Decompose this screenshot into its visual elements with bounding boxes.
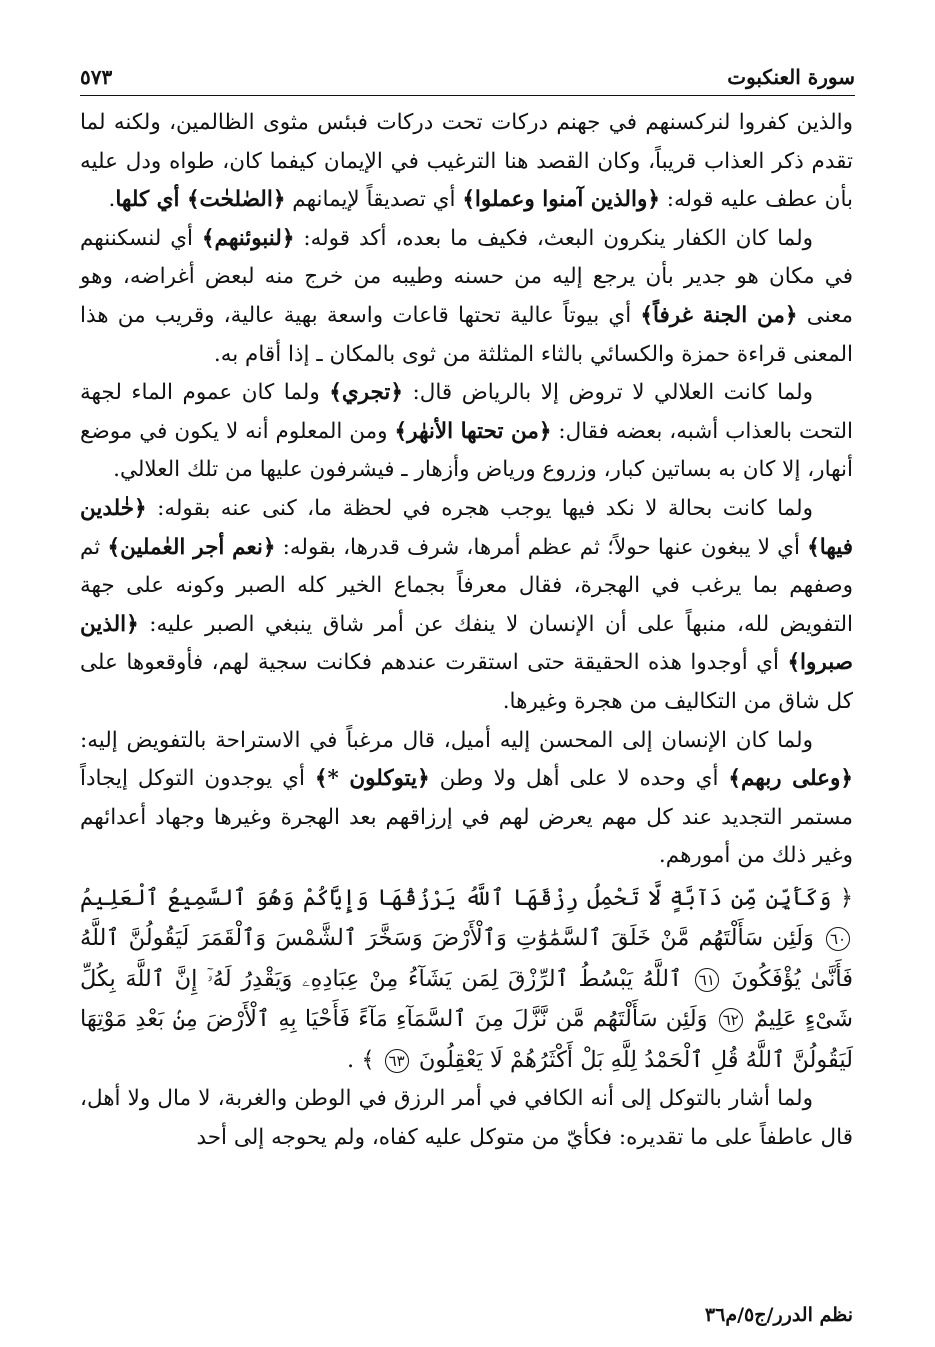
- paragraph: [80, 722, 853, 876]
- quoted-phrase: ﴿يتوكلون *﴾: [314, 766, 430, 792]
- text-run: ولما كانت بحالة لا نكد فيها يوجب هجره في لحظة ما، كنى عنه بقوله:: [146, 495, 813, 521]
- verse-number-marker: ٦٢: [719, 1008, 743, 1032]
- verse-number-marker: ٦٣: [385, 1049, 409, 1073]
- text-run: ولما كان عموم الماء لجهة التحت بالعذاب أشبه، بعضه فقال:: [80, 380, 853, 444]
- text-run: ثم وصفهم بما يرغب في الهجرة، فقال معرفاً بجماع الخير كله الصبر وكونه على جهة التفويض لله، منبهاً على أن الإنسان لا ينفك عن أمر شاق ينبغي الصبر عليه:: [80, 534, 853, 637]
- quran-verse: وَكَأَيِّن مِّن دَآبَّةٍ لَّا تَحْمِلُ رِزْقَهَا ٱللَّهُ يَرْزُقُهَا وَإِيَّاكُمْ وَهُوَ ٱلسَّمِيعُ ٱلْعَلِيمُ: [80, 884, 832, 911]
- paragraph: [80, 104, 853, 220]
- text-run: أي بيوتاً عالية تحتها قاعات واسعة بهية عالية، وقريب من هذا المعنى قراءة حمزة والكسائي بالثاء المثلثة من ثوى بالمكان ـ إذا أقام به.: [80, 302, 853, 367]
- text-run: أي لنسكننهم في مكان هو جدير بأن يرجع إليه من حسنه وطيبه من خرج منه لبعض أغراضه، وهو معنى: [80, 225, 853, 328]
- quran-open-bracket: ﴿: [839, 884, 853, 911]
- footer-signature: نظم الدرر/ج٥/م٣٦: [704, 1304, 853, 1326]
- text-run: ولما كان الإنسان إلى المحسن إليه أميل، قال مرغباً في الاستراحة بالتفويض إليه:: [80, 727, 813, 753]
- text-run: ولما كان الكفار ينكرون البعث، فكيف ما بعده، أكد قوله:: [294, 225, 813, 251]
- text-run: ومن المعلوم أنه لا يكون في موضع أنهار، إلا كان به بساتين كبار، وزروع ورياض وأزهار ـ فيشرفون عليها من تلك العلالي.: [80, 418, 853, 483]
- quoted-phrase: ﴿الصٰلحٰت﴾ أي كلها: [115, 187, 286, 213]
- quran-end-mark: .: [347, 1046, 355, 1073]
- main-text: [80, 104, 853, 1158]
- text-run: أي لا يبغون عنها حولاً؛ ثم عظم أمرها، شرف قدرها، بقوله:: [275, 534, 808, 560]
- quran-verse: وَلَئِن سَأَلْتَهُم مَّن نَّزَّلَ مِنَ ٱلسَّمَآءِ مَآءً فَأَحْيَا بِهِ ٱلْأَرْضَ مِنۢ بَعْدِ مَوْتِهَا لَيَقُولُنَّ ٱللَّهُ قُلِ ٱلْحَمْدُ لِلَّهِ بَلْ أَكْثَرُهُمْ لَا يَعْقِلُونَ: [80, 1006, 853, 1073]
- verse-number-marker: ٦١: [695, 968, 719, 992]
- page-number: ٥٧٣: [80, 65, 113, 89]
- quoted-phrase: ﴿لنبوئنهم﴾: [201, 225, 295, 251]
- surah-title: سورة العنكبوت: [727, 65, 855, 89]
- paragraph: [80, 374, 853, 490]
- text-run: أي تصديقاً لإيمانهم: [285, 187, 463, 213]
- verse-number-marker: ٦٠: [826, 927, 850, 951]
- quran-close-bracket: ﴾: [361, 1046, 375, 1073]
- quoted-phrase: ﴿من تحتها الأنهٰر﴾: [394, 418, 552, 444]
- text-run: أي وحده لا على أهل ولا وطن: [429, 766, 729, 792]
- quoted-phrase: ﴿من الجنة غرفاً﴾: [640, 302, 798, 328]
- paragraph: [80, 220, 853, 374]
- quoted-phrase: ﴿والذين آمنوا وعملوا﴾: [462, 187, 660, 213]
- text-run: .: [108, 187, 116, 213]
- quran-verse: وَلَئِن سَأَلْتَهُم مَّنْ خَلَقَ ٱلسَّمَٰوَٰتِ وَٱلْأَرْضَ وَسَخَّرَ ٱلشَّمْسَ وَٱلْقَمَرَ لَيَقُولُنَّ ٱللَّهُ فَأَنَّىٰ يُؤْفَكُونَ: [80, 925, 853, 992]
- quoted-phrase: ﴿نعم أجر العٰملين﴾: [107, 534, 276, 560]
- text-run: ولما كانت العلالي لا تروض إلا بالرياض قال:: [402, 380, 813, 406]
- quoted-phrase: ﴿تجري﴾: [329, 380, 403, 406]
- paragraph: [80, 490, 853, 722]
- text-run: أي يوجدون التوكل إيجاداً مستمر التجديد عند كل مهم يعرض لهم في إرزاقهم بعد الهجرة وغيرها وجهاد أعدائهم وغير ذلك من أمورهم.: [80, 766, 853, 869]
- quoted-phrase: ﴿الذين صبروا﴾: [80, 611, 853, 676]
- text-run: أي أوجدوا هذه الحقيقة حتى استقرت عندهم فكانت سجية لهم، فأوقعوها على كل شاق من التكاليف من هجرة وغيرها.: [80, 650, 853, 714]
- text-run: ولما أشار بالتوكل إلى أنه الكافي في أمر الرزق في الوطن والغربة، لا مال ولا أهل، قال عاطفاً على ما تقديره: فكأيّ من متوكل عليه كفاه، ولم يحوجه إلى أحد: [80, 1086, 853, 1150]
- quran-verse: ٱللَّهُ يَبْسُطُ ٱلرِّزْقَ لِمَن يَشَآءُ مِنْ عِبَادِهِۦ وَيَقْدِرُ لَهُۥٓ إِنَّ ٱللَّهَ بِكُلِّ شَىْءٍ عَلِيمٌ: [80, 965, 853, 1033]
- running-header: [80, 56, 855, 96]
- quran-verses-block: [80, 878, 853, 1081]
- closing-paragraph: [80, 1080, 853, 1157]
- quoted-phrase: ﴿وعلى ربهم﴾: [728, 766, 853, 792]
- text-run: والذين كفروا لنركسنهم في جهنم دركات تحت دركات فبئس مثوى الظالمين، ولكنه لما تقدم ذكر العذاب قريباً، وكان القصد هنا الترغيب في الإيمان كيفما كان، طواه ودل عليه بأن عطف عليه قوله:: [80, 110, 853, 213]
- quoted-phrase: ﴿خٰلدين فيها﴾: [80, 495, 853, 560]
